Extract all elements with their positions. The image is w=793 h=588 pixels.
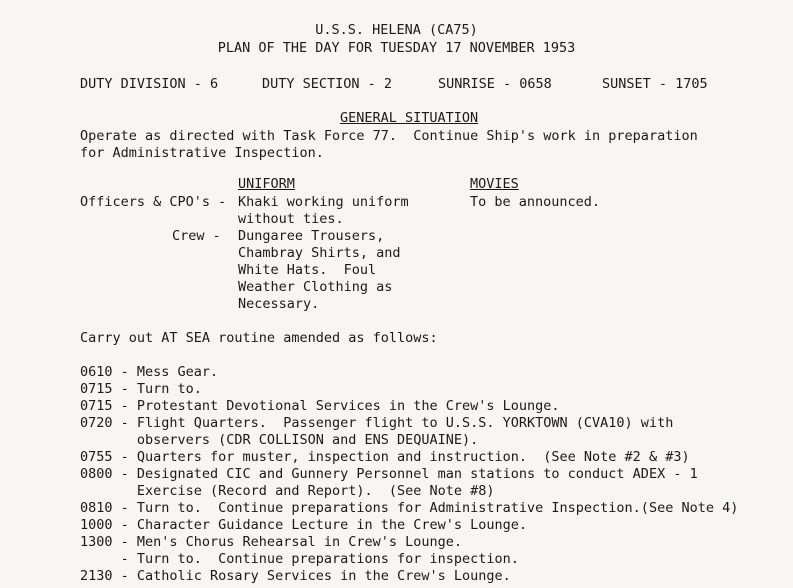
crew-uniform: Necessary. bbox=[238, 296, 320, 312]
sunrise: SUNRISE - 0658 bbox=[438, 76, 552, 92]
duty-section: DUTY SECTION - 2 bbox=[262, 76, 393, 92]
officers-uniform: without ties. bbox=[238, 211, 344, 227]
general-situation-heading: GENERAL SITUATION bbox=[340, 110, 479, 126]
movies-text: To be announced. bbox=[470, 194, 601, 210]
general-situation-line: Operate as directed with Task Force 77. Continue Ship's work in preparation bbox=[80, 128, 698, 144]
schedule-item: 0755 - Quarters for muster, inspection and instruction. (See Note #2 & #3) bbox=[80, 449, 690, 465]
schedule-item: 0715 - Turn to. bbox=[80, 381, 202, 397]
officers-label: Officers & CPO's - bbox=[80, 194, 227, 210]
crew-uniform: Chambray Shirts, and bbox=[238, 245, 401, 261]
ship-name: U.S.S. HELENA (CA75) bbox=[315, 22, 478, 38]
crew-uniform: Weather Clothing as bbox=[238, 279, 393, 295]
schedule-item: 0610 - Mess Gear. bbox=[80, 364, 219, 380]
schedule-item: 1000 - Character Guidance Lecture in the Crew's Lounge. bbox=[80, 517, 528, 533]
crew-uniform: Dungaree Trousers, bbox=[238, 228, 385, 244]
movies-heading: MOVIES bbox=[470, 176, 519, 192]
schedule-item: 0715 - Protestant Devotional Services in the Crew's Lounge. bbox=[80, 398, 560, 414]
crew-uniform: White Hats. Foul bbox=[238, 262, 377, 278]
schedule-item: observers (CDR COLLISON and ENS DEQUAINE). bbox=[80, 432, 479, 448]
schedule-item: Exercise (Record and Report). (See Note #8) bbox=[80, 483, 495, 499]
schedule-item: - Turn to. Continue preparations for inspection. bbox=[80, 551, 519, 567]
crew-label: Crew - bbox=[172, 228, 221, 244]
officers-uniform: Khaki working uniform bbox=[238, 194, 409, 210]
sunset: SUNSET - 1705 bbox=[602, 76, 708, 92]
general-situation-line: for Administrative Inspection. bbox=[80, 145, 324, 161]
schedule-item: 0810 - Turn to. Continue preparations for Administrative Inspection.(See Note 4) bbox=[80, 500, 739, 516]
duty-division: DUTY DIVISION - 6 bbox=[80, 76, 219, 92]
schedule-item: 2130 - Catholic Rosary Services in the Crew's Lounge. bbox=[80, 568, 511, 584]
uniform-heading: UNIFORM bbox=[238, 176, 295, 192]
schedule-item: 0720 - Flight Quarters. Passenger flight to U.S.S. YORKTOWN (CVA10) with bbox=[80, 415, 674, 431]
routine-intro: Carry out AT SEA routine amended as follows: bbox=[80, 330, 438, 346]
schedule-item: 0800 - Designated CIC and Gunnery Personnel man stations to conduct ADEX - 1 bbox=[80, 466, 698, 482]
plan-title: PLAN OF THE DAY FOR TUESDAY 17 NOVEMBER 1953 bbox=[217, 40, 576, 56]
schedule-item: 1300 - Men's Chorus Rehearsal in Crew's Lounge. bbox=[80, 534, 463, 550]
